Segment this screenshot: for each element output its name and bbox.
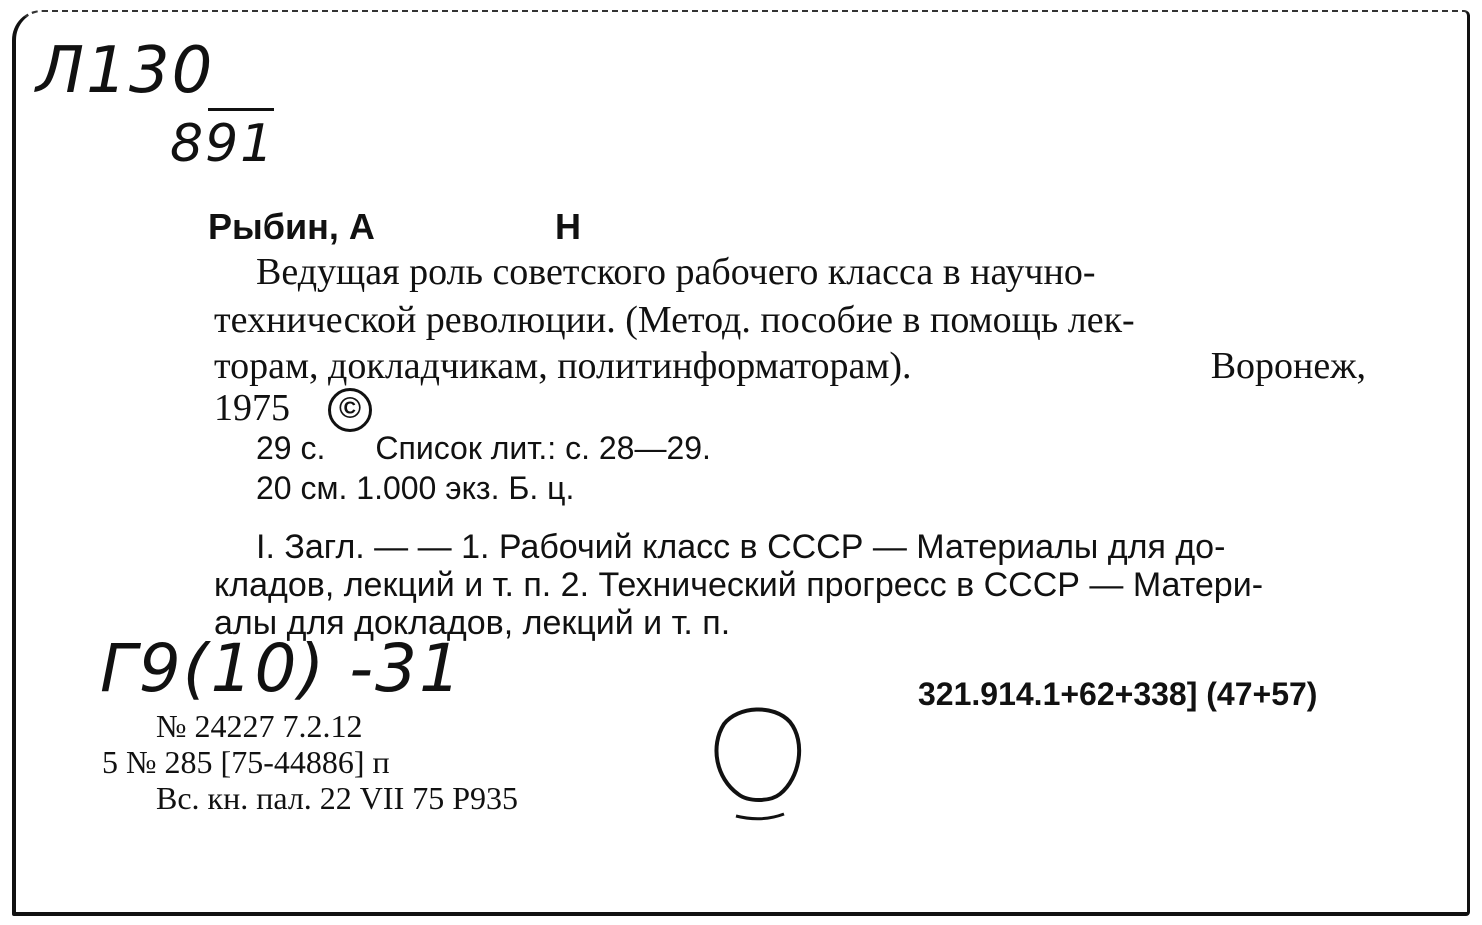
call-number-line2: 891 [170,114,276,174]
collation-line-1 [256,430,711,467]
udc-index: 321.914.1+62+338] (47+57) [918,676,1318,712]
call-number-rule [208,108,274,111]
title-line-1: Ведущая роль советского рабочего класса в научно- [256,251,1096,293]
publication-place: Воронеж, [1210,345,1366,387]
publication-year: 1975 [214,387,290,429]
publication-year-line [214,386,372,432]
collation-line-2: 20 см. 1.000 экз. Б. ц. [256,470,575,506]
classification-handwritten: Г9(10) -31 [100,630,464,707]
subject-line-2: кладов, лекций и т. п. 2. Технический прогресс в СССР — Матери- [214,566,1264,604]
bottom-line-2: 5 № 285 [75-44886] п [102,744,390,780]
title-line-3-text: торам, докладчикам, политинформаторам). [214,345,912,387]
subject-line-3: алы для докладов, лекций и т. п. [214,604,731,642]
bottom-line-1: № 24227 7.2.12 [156,708,363,744]
author-name: Рыбин, А [208,206,375,247]
bottom-line-3: Вс. кн. пал. 22 VII 75 Р935 [156,780,519,816]
call-number-line1: Л130 [36,34,215,108]
author-initial: Н [555,206,581,247]
bibliography-note: Список лит.: с. 28—29. [375,430,711,466]
oval-stamp-icon [708,702,808,826]
subject-line-1: I. Загл. — — 1. Рабочий класс в СССР — Материалы для до- [256,528,1226,566]
page-count: 29 с. [256,430,326,466]
title-line-3 [214,344,1374,388]
copyright-icon: © [328,388,372,432]
title-line-2: технической революции. (Метод. пособие в помощь лек- [214,299,1135,341]
